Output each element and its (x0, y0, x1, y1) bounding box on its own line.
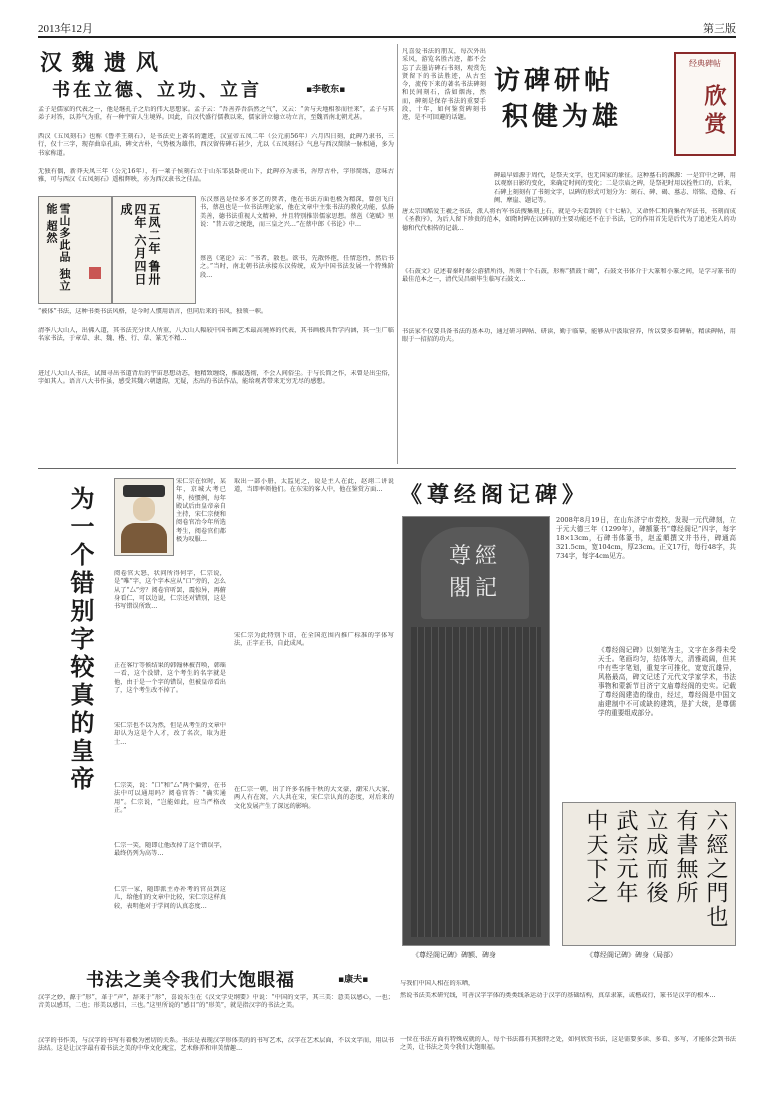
article-paragraph: “被体”书法，这种书类书法风格，是今时人惯用语言，但同后来的书风，独领一帜。 (38, 308, 268, 315)
portrait-hat-icon (123, 485, 165, 497)
article-emperor (38, 476, 394, 960)
calligraphy-image-bada (38, 196, 112, 304)
article-paragraph: 东汉蔡邕是位多才多艺的贤者，他在书法方面也极为精深，曾创飞白书，蔡邕也是一位书法理论家，他在文章中主张书法的教化功能，弘扬美善，德书法重视人文精神，并且特别推崇儒家思想。蔡邕《笔赋》里说：“昔五帝之统绝，而三皇之兴…”在蔡中郎《书论》中… (200, 196, 394, 228)
article-paragraph: 凡喜爱书法的朋友，每次外出采风，游览名胜古迹，都不会忘了去墨访碑石书刻，观赏先贤留下的书法胜迹，从古至今，流传下来的著名书法碑刻和民间刻石，浩如烟海，然而，碑刻是保存书法的重要手段，十年，如何鉴赏碑刻书迹，是不可回避的话题。 (402, 48, 486, 122)
article-vertical-title: 为一个错别字较真的皇帝 (66, 486, 95, 794)
stele-column: 武宗元年 (613, 809, 638, 905)
stele-column: 六經之門也 (703, 809, 728, 929)
portrait-robe-icon (121, 523, 167, 553)
image-caption: 《尊经阁记碑》碑额、碑身 (412, 951, 496, 959)
article-paragraph: 取出一部小册，太监见之，说是主人在此，赵翊二讲说道，当即率领他们。在东宋的客人中，他在鉴赏方面… (234, 478, 394, 494)
article-han-wei (38, 44, 394, 464)
seal-label: 经典碑帖 (689, 59, 721, 68)
article-paragraph: 孟子是儒家的代表之一，他是继孔子之后的伟大思想家。孟子云：“吾善养吾浩然之气”，又云：“舍与天地相参而往来”，孟子与其弟子对答，以养气为重，有一种宇宙人生境界。因此，自汉代盛行儒教以来，儒家讲立德立功立言，至魏晋南北朝尤甚。 (38, 106, 394, 122)
article-paragraph: 仁宗一家，随即派主办补考的官员到这儿，给他们的文章中比较，宋仁宗这样真较，表明他对于学问的认真态度… (114, 886, 226, 910)
article-paragraph: 仁宗一笑，随即让他改掉了这个错误字，最终仍列为高等… (114, 842, 226, 858)
seal-stamp-icon (89, 267, 101, 279)
calligraphy-text: 五凤二年 鲁卅四年 六月四日成 (119, 203, 161, 287)
stele-photo-full (402, 516, 550, 946)
article-paragraph: 碑最早如源于周代，是祭天文字，也无国家的象征。这种墓石的渊源：一是宫中之碑，用以观察日影的变化，来确定时间的变化；二是宗庙之碑，是祭祀时用以拴牲口的，后来，石碑上刻刻有了书刻文字，以碑的形式可划分为：刻石、碑、碣、墓志、塔铭、造像、石阙、摩崖、题记等。 (494, 172, 736, 204)
article-title: 积健为雄 (502, 102, 623, 132)
page-number: 第三版 (703, 23, 736, 35)
article-title: 《尊经阁记碑》 (400, 482, 590, 508)
article-author: ▪康夫▪ (338, 975, 369, 985)
article-calligraphy-beauty (38, 964, 394, 1084)
stele-body (411, 627, 541, 937)
article-paragraph: 阅卷官大怒，状问所得何字，仁宗说，是“唯”字，这个字本应从“口”旁的，怎么从了“厶”旁？阅卷官听罢，震惊异，再俯身看仁，可以边说，仁宗还对错别，这是书写错误所致… (114, 570, 226, 611)
article-paragraph: 《石鼓文》记述着秦时秦公游猎所得，所刻十个石鼓，形称“猎鼓十碣”，石鼓文书体介于大篆和小篆之间，是学习篆书的最佳范本之一，清代吴昌硕毕生临写石鼓文… (402, 268, 736, 284)
stele-head-text: 尊經閣記 (448, 544, 501, 601)
article-subtitle: 书在立德、立功、立言 (52, 80, 262, 101)
article-paragraph: 宋仁宗在位时，某年，京城大考已毕，按惯例，每年殿试后由皇帝亲自主持，宋仁宗便和阅卷官冶今年所选考生，阅卷官们都极为叹服… (176, 478, 226, 544)
article-paragraph: 清季八大山人，出佛入道，其书法充分世人所重，八大山人幅较中国书画艺术最高境界的代表，其书画极具哲学内涵，其一生广临名家书法，于章草、隶、魏、楷、行、草、篆无不精… (38, 327, 394, 343)
stele-detail-columns (571, 809, 727, 939)
stele-photo-detail (562, 802, 736, 946)
article-paragraph: 西汉《五凤刻石》也称《鲁孝王刻石》，是书法史上著名的遗迹，汉宣帝五凤二年（公元前56年）六月四日刻，此碑乃隶书，三行，仅十三字，现存曲阜孔庙，碑文古朴，气势极为雄伟，西汉留传碑石甚少，尤以《五凤刻石》气息与西汉简牍一脉相通，多为书家称道。 (38, 133, 394, 157)
article-paragraph: 宋仁宗为此特别下诏，在全国范围内推广标准的字体写法，正字正书，自此成风。 (234, 632, 394, 648)
seal-label: 欣赏 (701, 84, 727, 140)
stele-column: 中天下之 (583, 809, 608, 905)
calligraphy-text: 雪山多此品 独立能 超然 (45, 203, 71, 292)
article-paragraph: 书法家不仅要具备书法的基本功，通过研习碑帖、研读，勤于临摹，能够从中汲取营养，所以要多看碑帖，精读碑帖，用眼于一招招的功夫。 (402, 328, 736, 344)
stele-column: 有書無所 (673, 809, 698, 905)
article-paragraph: 在仁宗一朝，出了许多名扬千秋的大文豪，潮宋八大家，两人有在窝，六人共在宋，宋仁宗认真的态度，对后来的文化发展产生了深远的影响。 (234, 786, 394, 810)
issue-date: 2013年12月 (38, 23, 93, 35)
article-paragraph: 无独有偶，新莽天凤三年（公元16年），有一莱子侯刻石立于山东邹县卧虎山下，此碑亦为隶书，浑厚古朴，字形简练，意味古雅，可与西汉《五凤刻石》遥相辉映，亦为西汉隶书之佳品。 (38, 168, 394, 184)
article-paragraph: 2008年8月19日，在山东济宁市党校，发现一元代碑刻，立于元大德三年（1299年），碑额篆书“尊经阁记”四字，每字18×13cm，石碑书体篆书，赵孟頫撰文并书丹，碑通高321.5cm，宽104cm，厚23cm。正文17行，每行48字，共734字，每字4cm见方。 (556, 516, 736, 560)
article-visit-steles (402, 44, 736, 464)
article-title: 书法之美令我们大饱眼福 (86, 970, 295, 991)
column-seal (674, 52, 736, 156)
bottom-right-text (400, 980, 736, 1084)
article-title: 访碑研帖 (494, 66, 615, 96)
article-paragraph: 唐太宗因酷爱王羲之书法，派人将右军书法搜集刻上石，就是今天看到的《十七帖》，又命怀仁和尚集右军法书，书刻而成《圣教序》，为后人留下珍贵的范本，如隋时碑在汉碑初的主要功能还不在于书法，它的作用首先是后代为了追述先人的功德和代代相传的记载… (402, 208, 736, 232)
header-rule (38, 36, 736, 38)
article-zunjingge (400, 476, 736, 976)
column-divider (397, 44, 398, 464)
article-paragraph: 《尊经阁记碑》以刻笔为主，文字在多得未受天壬。笔画均匀，结体等大，清雅疏阔，但其中有些字笔划，重复字可推化，宽宽沉雄异，风格最高，碑文记述了元代文学家学术，书法事物和蒙新节目济宁文庙尊经阁的史实。记载了尊经阁建造的缘由，经过，尊经阁是中国文庙建制中不可或缺的建筑，是扩大统，是尊儒学的重要组成部分。 (598, 646, 736, 717)
stele-head (421, 527, 529, 619)
article-paragraph: 汉字之妙，源于“形”，革于“声”，辞来于“形”，喜说东生在《汉文学史纲要》中说：“中国的文字，其三美：意美以感心，一也；音美以感耳，二也；形美以感目，三也。”这里所说的“感目”的“形美”，就是指汉字的书法之美。 (38, 994, 394, 1010)
stele-column: 立成而後 (643, 809, 668, 905)
calligraphy-image-wufeng (112, 196, 196, 304)
article-paragraph: 一位在书法方面有特殊成就的人，每个书法都有其独特之处，如何欣赏书法，这是需要多读、多看、多写，才能体会到书法之美，让书法之美令我们大饱眼福。 (400, 1036, 736, 1052)
section-rule (38, 468, 736, 469)
article-paragraph: 进过八大山人书法，试图寻出书道背后的宇宙思想动态，他精致缠绕，推敲透彻，不会人间俗尘。于与长简之作，未曾是出尘俗，字如其人。语言八大书作虽，感受其魏六朝遗韵，无疑，杰出的书法作品，能给观者带来无穷无尽的感想。 (38, 370, 394, 386)
article-paragraph: 仁宗笑，说：“口”和“厶”两个偏旁，在书法中可以通用吗？阅卷官答：“确实通用”。仁宗说，“岂能如此，应当严格改正。” (114, 782, 226, 814)
article-paragraph: 蔡邕《笔论》云：“书者，散也。欲书，先散怀抱，任情恣性，然后书之。”当时，南北朝书法承接东汉传统，成为中国书法发展一个特殊阶段… (200, 255, 394, 279)
article-author: ▪李敬东▪ (306, 85, 346, 95)
article-paragraph: 汉字的书作美，与汉字的书写有着极为密切的关系。书法是表现汉字形体美的的书写艺术，汉字在艺术层面，不以文字而，用以书法结。这是让汉字最有着书法之美的中华文化瑰宝，艺术修养和审美情趣… (38, 1037, 394, 1053)
article-paragraph: 然说书法美术研究线，可善汉字字体的类类线条运动于汉字的基础结构，真草隶篆，或楷或行，篆书是汉字的根本… (400, 992, 716, 999)
article-title: 汉魏遗风 (40, 50, 169, 76)
article-paragraph: 宋仁宗也不以为然，但是从考生的文章中却认为这是个人才，改了名次，取为进士… (114, 722, 226, 746)
image-caption: 《尊经阁记碑》碑身（局部） (586, 951, 677, 959)
article-paragraph: 与我们中国人相在的东晒， (400, 980, 475, 987)
portrait-song-renzong (114, 478, 174, 556)
portrait-face-icon (133, 497, 155, 521)
article-paragraph: 正在客厅等候结果的韩翰林被召唤，韩瑶一看，这个没错，这个考生的名字就是他，由于是一个字的错误，但被皇帝看出了，这个考生改不掉了。 (114, 662, 226, 694)
